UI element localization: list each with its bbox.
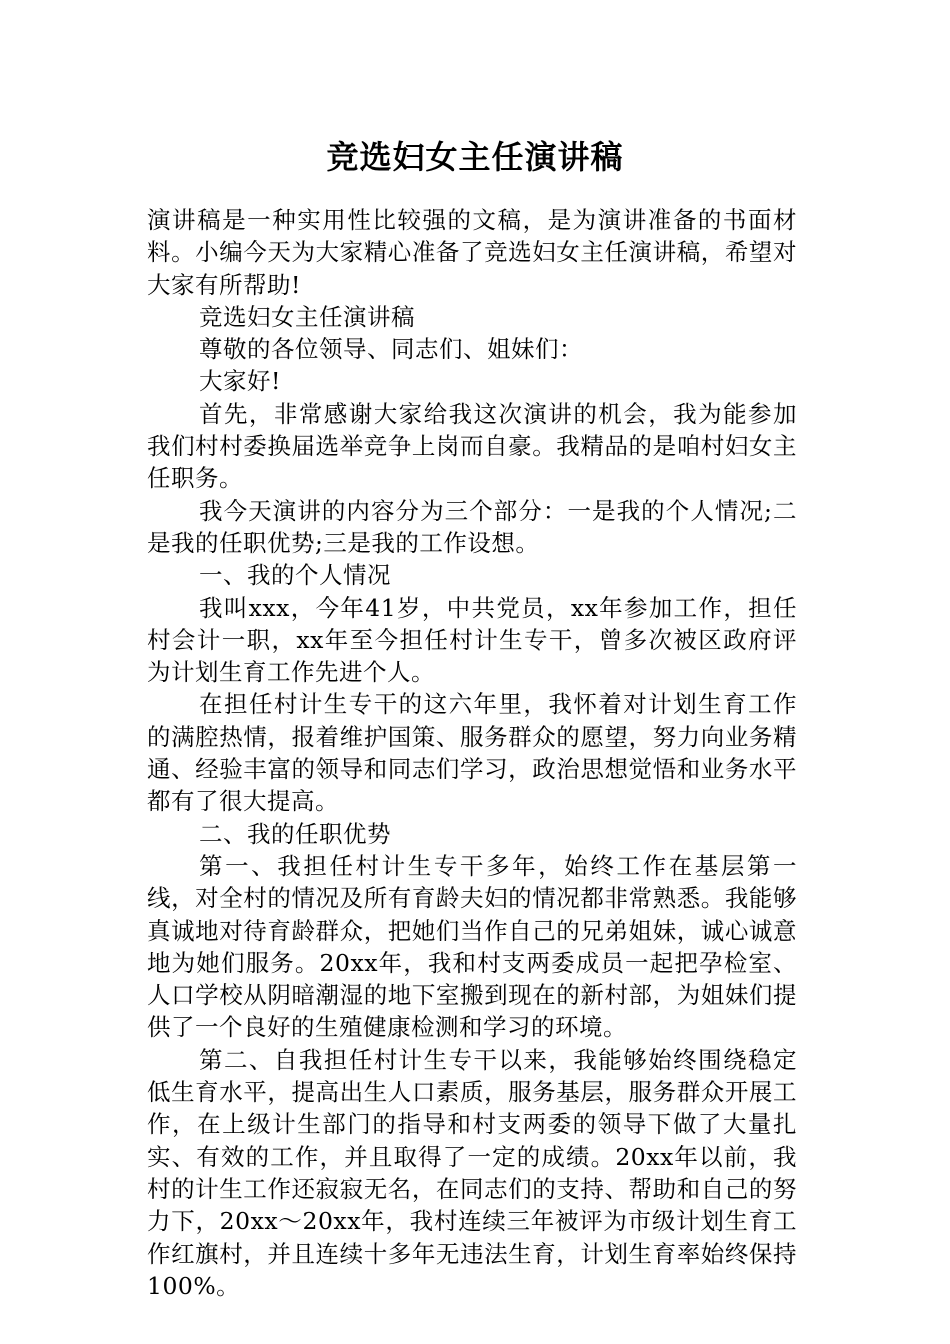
- intro-paragraph: 演讲稿是一种实用性比较强的文稿，是为演讲准备的书面材料。小编今天为大家精心准备了竞选妇女主任演讲稿，希望对大家有所帮助!: [147, 206, 797, 299]
- salutation-paragraph: 尊敬的各位领导、同志们、姐妹们：: [199, 335, 583, 364]
- advantage-two-paragraph: 第二、自我担任村计生专干以来，我能够始终围绕稳定低生育水平，提高出生人口素质，服务基层，服务群众开展工作，在上级计生部门的指导和村支两委的领导下做了大量扎实、有效的工作，并且取得了一定的成绩。20xx年以前，我村的计生工作还寂寂无名，在同志们的支持、帮助和自己的努力下，20xx～20xx年，我村连续三年被评为市级计划生育工作红旗村，并且连续十多年无违法生育，计划生育率始终保持100%。: [147, 1045, 797, 1300]
- document-body: [147, 204, 797, 1302]
- personal-info-paragraph: 我叫xxx，今年41岁，中共党员，xx年参加工作，担任村会计一职，xx年至今担任村计生专干，曾多次被区政府评为计划生育工作先进个人。: [147, 593, 797, 687]
- document-title: 竞选妇女主任演讲稿: [326, 138, 624, 176]
- greeting-paragraph: 大家好!: [199, 367, 281, 396]
- section-heading-personal: 一、我的个人情况: [199, 561, 391, 590]
- experience-paragraph: 在担任村计生专干的这六年里，我怀着对计划生育工作的满腔热情，报着维护国策、服务群众的愿望，努力向业务精通、经验丰富的领导和同志们学习，政治思想觉悟和业务水平都有了很大提高。: [147, 690, 797, 816]
- advantage-one-paragraph: 第一、我担任村计生专干多年，始终工作在基层第一线，对全村的情况及所有育龄夫妇的情况都非常熟悉。我能够真诚地对待育龄群众，把她们当作自己的兄弟姐妹，诚心诚意地为她们服务。20xx年，我和村支两委成员一起把孕检室、人口学校从阴暗潮湿的地下室搬到现在的新村部，为姐妹们提供了一个良好的生殖健康检测和学习的环境。: [147, 851, 797, 1042]
- speech-title-paragraph: 竞选妇女主任演讲稿: [199, 302, 415, 331]
- outline-paragraph: 我今天演讲的内容分为三个部分：一是我的个人情况;二是我的任职优势;三是我的工作设想。: [147, 496, 797, 557]
- section-heading-advantages: 二、我的任职优势: [199, 819, 391, 848]
- opening-paragraph: 首先，非常感谢大家给我这次演讲的机会，我为能参加我们村村委换届选举竞争上岗而自豪。我精品的是咱村妇女主任职务。: [147, 399, 797, 493]
